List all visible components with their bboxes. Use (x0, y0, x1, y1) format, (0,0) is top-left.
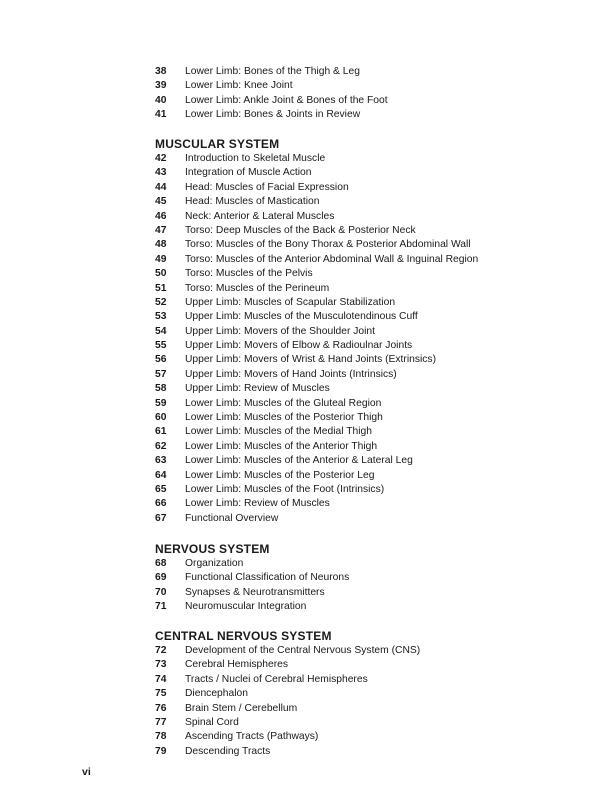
toc-entry (155, 325, 575, 339)
entry-number: 77 (155, 716, 167, 728)
toc-section-skeletal-continued (155, 65, 575, 123)
entry-number: 73 (155, 659, 167, 671)
entry-title: Synapses & Neurotransmitters (185, 586, 325, 598)
toc-entry (155, 687, 575, 701)
entry-number: 59 (155, 397, 167, 409)
toc-entry (155, 673, 575, 687)
page-number: vi (82, 766, 91, 778)
entry-title: Lower Limb: Review of Muscles (185, 498, 330, 510)
entry-title: Lower Limb: Muscles of the Posterior Leg (185, 469, 375, 481)
entry-title: Introduction to Skeletal Muscle (185, 153, 326, 164)
entry-number: 71 (155, 601, 167, 613)
entry-title: Upper Limb: Movers of Elbow & Radioulnar Joints (185, 340, 413, 352)
entry-number: 44 (155, 181, 167, 193)
entry-title: Lower Limb: Muscles of the Foot (Intrinsics) (185, 483, 385, 495)
entry-number: 41 (155, 109, 167, 121)
entry-title: Diencephalon (185, 688, 248, 700)
entry-number: 45 (155, 196, 167, 208)
entry-number: 50 (155, 268, 167, 280)
entry-number: 48 (155, 239, 167, 251)
entry-title: Torso: Muscles of the Anterior Abdominal Wall & Inguinal Region (185, 253, 479, 265)
entry-number: 65 (155, 483, 167, 495)
entry-number: 49 (155, 253, 167, 265)
entry-number: 54 (155, 325, 167, 337)
entry-title: Torso: Deep Muscles of the Back & Posterior Neck (185, 224, 416, 236)
entry-title: Upper Limb: Movers of Hand Joints (Intrinsics) (185, 368, 397, 380)
entry-number: 47 (155, 224, 167, 236)
entry-title: Spinal Cord (185, 716, 239, 728)
entry-number: 70 (155, 586, 167, 598)
entry-title: Functional Classification of Neurons (185, 572, 350, 584)
toc-entry (155, 253, 575, 267)
toc-entry (155, 339, 575, 353)
entry-title: Ascending Tracts (Pathways) (185, 731, 319, 743)
toc-entry (155, 181, 575, 195)
toc-entry (155, 571, 575, 585)
toc-entry (155, 425, 575, 439)
entry-title: Brain Stem / Cerebellum (185, 702, 298, 714)
entry-number: 39 (155, 80, 167, 92)
entry-number: 62 (155, 440, 167, 452)
entry-number: 51 (155, 282, 167, 294)
entry-title: Lower Limb: Ankle Joint & Bones of the Foot (185, 94, 388, 106)
toc-entry (155, 368, 575, 382)
entry-number: 74 (155, 673, 167, 685)
entry-number: 61 (155, 426, 167, 438)
entry-title: Development of the Central Nervous System (CNS) (185, 645, 421, 656)
toc-entry (155, 382, 575, 396)
toc-entry (155, 469, 575, 483)
entry-title: Cerebral Hemispheres (185, 659, 289, 671)
toc-entry (155, 497, 575, 511)
toc-section-cns (155, 628, 575, 759)
entry-title: Lower Limb: Knee Joint (185, 80, 293, 92)
toc-entry (155, 195, 575, 209)
entry-title: Upper Limb: Muscles of Scapular Stabilization (185, 296, 396, 308)
entry-number: 68 (155, 558, 167, 569)
entry-title: Descending Tracts (185, 745, 271, 757)
toc-entry (155, 586, 575, 600)
entry-title: Lower Limb: Muscles of the Gluteal Region (185, 397, 382, 409)
entry-title: Lower Limb: Muscles of the Anterior & Lateral Leg (185, 455, 413, 467)
entry-number: 58 (155, 383, 167, 395)
toc-entry (155, 557, 575, 571)
entry-number: 53 (155, 311, 167, 323)
entry-title: Integration of Muscle Action (185, 167, 312, 179)
entry-title: Lower Limb: Muscles of the Medial Thigh (185, 426, 372, 438)
entry-number: 40 (155, 94, 167, 106)
toc-entry (155, 600, 575, 614)
entry-title: Organization (185, 558, 244, 569)
toc-entry (155, 702, 575, 716)
entry-title: Head: Muscles of Mastication (185, 196, 320, 208)
entry-title: Lower Limb: Muscles of the Anterior Thigh (185, 440, 378, 452)
entry-number: 56 (155, 354, 167, 366)
entry-number: 46 (155, 210, 167, 222)
toc-entry (155, 353, 575, 367)
toc-entry (155, 65, 575, 79)
entry-number: 42 (155, 153, 167, 164)
entry-title: Lower Limb: Bones & Joints in Review (185, 109, 361, 121)
entry-title: Upper Limb: Movers of Wrist & Hand Joints (Extrinsics) (185, 354, 437, 366)
toc-entry (155, 282, 575, 296)
toc-entry (155, 152, 575, 166)
entry-number: 75 (155, 688, 167, 700)
toc-entry (155, 454, 575, 468)
entry-number: 67 (155, 512, 167, 524)
toc-entry (155, 79, 575, 93)
entry-title: Functional Overview (185, 512, 279, 524)
entry-title: Torso: Muscles of the Pelvis (185, 268, 313, 280)
toc-entry (155, 210, 575, 224)
toc-entry (155, 658, 575, 672)
entry-number: 52 (155, 296, 167, 308)
entry-number: 76 (155, 702, 167, 714)
toc-entry (155, 267, 575, 281)
toc-entry (155, 745, 575, 759)
entry-title: Head: Muscles of Facial Expression (185, 181, 349, 193)
entry-number: 72 (155, 645, 167, 656)
toc-entry (155, 440, 575, 454)
entry-number: 69 (155, 572, 167, 584)
entry-number: 55 (155, 340, 167, 352)
entry-number: 66 (155, 498, 167, 510)
toc-entry (155, 512, 575, 526)
toc-entry (155, 296, 575, 310)
entry-title: Upper Limb: Muscles of the Musculotendinous Cuff (185, 311, 418, 323)
entry-number: 64 (155, 469, 167, 481)
entry-number: 78 (155, 731, 167, 743)
entry-number: 38 (155, 66, 167, 77)
toc-entry (155, 644, 575, 658)
section-heading: CENTRAL NERVOUS SYSTEM (155, 629, 332, 643)
entry-number: 60 (155, 412, 167, 424)
toc-section-muscular (155, 136, 575, 526)
toc-entry (155, 411, 575, 425)
toc-entry (155, 397, 575, 411)
toc-entry (155, 483, 575, 497)
toc-entry (155, 716, 575, 730)
entry-number: 43 (155, 167, 167, 179)
toc-entry (155, 166, 575, 180)
toc-entry (155, 94, 575, 108)
toc-entry (155, 310, 575, 324)
toc-entry (155, 238, 575, 252)
entry-title: Neck: Anterior & Lateral Muscles (185, 210, 335, 222)
entry-title: Torso: Muscles of the Bony Thorax & Posterior Abdominal Wall (185, 239, 471, 251)
toc-entry (155, 730, 575, 744)
entry-title: Upper Limb: Review of Muscles (185, 383, 330, 395)
toc-entry (155, 224, 575, 238)
section-heading: NERVOUS SYSTEM (155, 542, 270, 556)
entry-title: Upper Limb: Movers of the Shoulder Joint (185, 325, 376, 337)
entry-number: 79 (155, 745, 167, 757)
section-heading: MUSCULAR SYSTEM (155, 137, 280, 151)
entry-number: 63 (155, 455, 167, 467)
entry-title: Torso: Muscles of the Perineum (185, 282, 330, 294)
entry-title: Neuromuscular Integration (185, 601, 307, 613)
entry-title: Lower Limb: Bones of the Thigh & Leg (185, 66, 360, 77)
toc-section-nervous (155, 541, 575, 615)
entry-title: Tracts / Nuclei of Cerebral Hemispheres (185, 673, 368, 685)
entry-number: 57 (155, 368, 167, 380)
entry-title: Lower Limb: Muscles of the Posterior Thigh (185, 412, 383, 424)
toc-entry (155, 108, 575, 122)
